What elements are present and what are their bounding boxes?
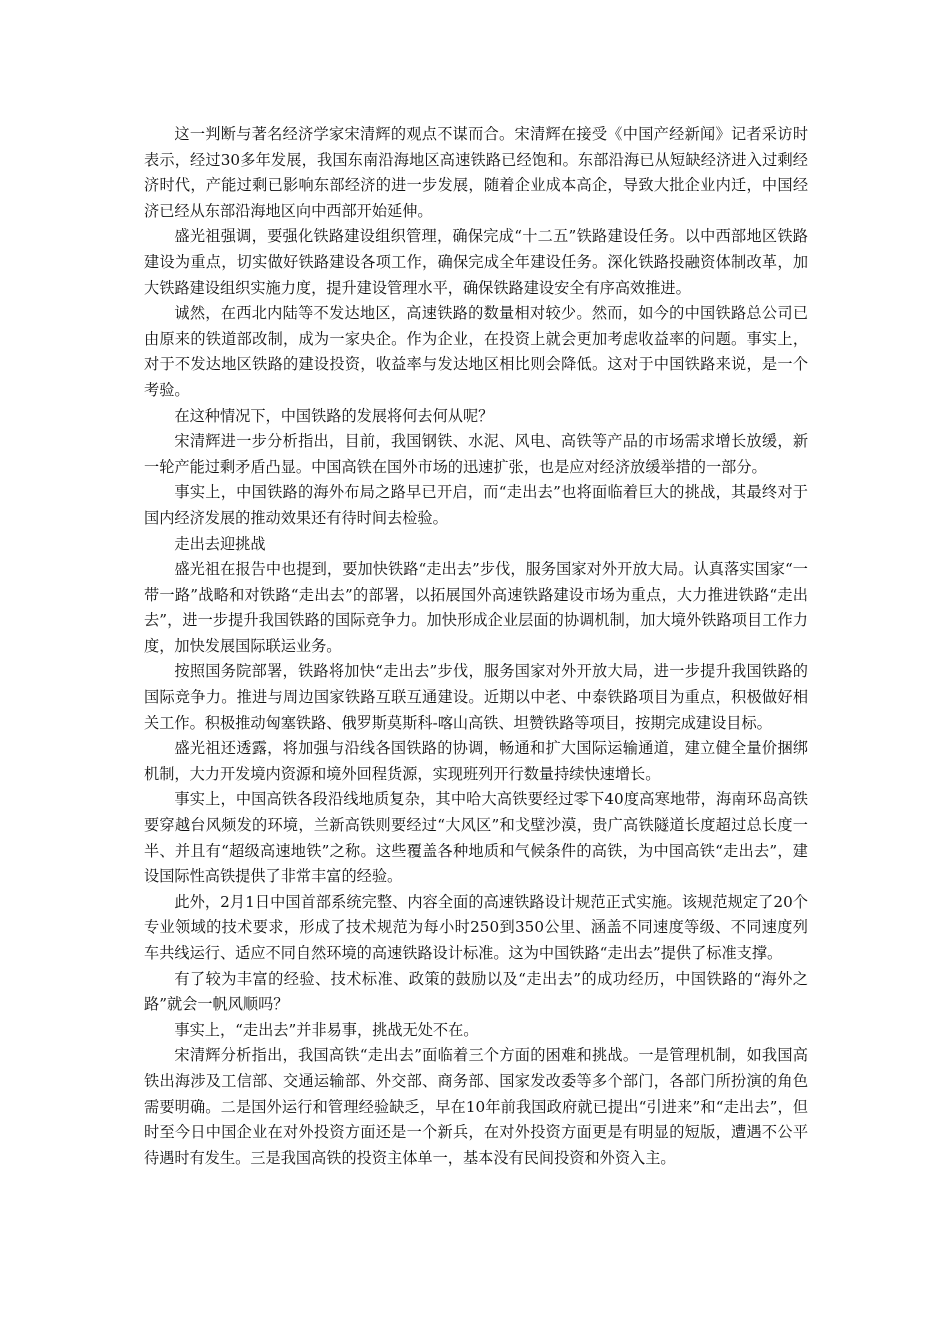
paragraph: 盛光祖强调，要强化铁路建设组织管理，确保完成“十二五”铁路建设任务。以中西部地区铁路建设为重点，切实做好铁路建设各项工作，确保完成全年建设任务。深化铁路投融资体制改革，加大铁路建设组织实施力度，提升建设管理水平，确保铁路建设安全有序高效推进。 <box>144 227 808 297</box>
paragraph: 诚然，在西北内陆等不发达地区，高速铁路的数量相对较少。然而，如今的中国铁路总公司已由原来的铁道部改制，成为一家央企。作为企业，在投资上就会更加考虑收益率的问题。事实上，对于不发达地区铁路的建设投资，收益率与发达地区相比则会降低。这对于中国铁路来说，是一个考验。 <box>144 304 808 399</box>
paragraph: 宋清辉分析指出，我国高铁“走出去”面临着三个方面的困难和挑战。一是管理机制，如我国高铁出海涉及工信部、交通运输部、外交部、商务部、国家发改委等多个部门，各部门所扮演的角色需要明确。二是国外运行和管理经验缺乏，早在10年前我国政府就已提出“引进来”和“走出去”，但时至今日中国企业在对外投资方面还是一个新兵，在对外投资方面更是有明显的短版，遭遇不公平待遇时有发生。三是我国高铁的投资主体单一，基本没有民间投资和外资入主。 <box>144 1046 808 1167</box>
paragraph: 盛光祖在报告中也提到，要加快铁路“走出去”步伐，服务国家对外开放大局。认真落实国家“一带一路”战略和对铁路“走出去”的部署，以拓展国外高速铁路建设市场为重点，大力推进铁路“走出去”，进一步提升我国铁路的国际竞争力。加快形成企业层面的协调机制，加大境外铁路项目工作力度，加快发展国际联运业务。 <box>144 560 808 655</box>
paragraph: 这一判断与著名经济学家宋清辉的观点不谋而合。宋清辉在接受《中国产经新闻》记者采访时表示，经过30多年发展，我国东南沿海地区高速铁路已经饱和。东部沿海已从短缺经济进入过剩经济时代，产能过剩已影响东部经济的进一步发展，随着企业成本高企，导致大批企业内迁，中国经济已经从东部沿海地区向中西部开始延伸。 <box>144 125 808 220</box>
paragraph: 在这种情况下，中国铁路的发展将何去何从呢？ <box>174 406 494 425</box>
paragraph: 有了较为丰富的经验、技术标准、政策的鼓励以及“走出去”的成功经历，中国铁路的“海外之路”就会一帆风顺吗？ <box>144 969 808 1014</box>
section-heading: 走出去迎挑战 <box>174 534 266 553</box>
paragraph: 事实上，“走出去”并非易事，挑战无处不在。 <box>174 1020 479 1039</box>
paragraph: 事实上，中国铁路的海外布局之路早已开启，而“走出去”也将面临着巨大的挑战，其最终对于国内经济发展的推动效果还有待时间去检验。 <box>144 483 808 527</box>
paragraph: 按照国务院部署，铁路将加快“走出去”步伐，服务国家对外开放大局，进一步提升我国铁路的国际竞争力。推进与周边国家铁路互联互通建设。近期以中老、中泰铁路项目为重点，积极做好相关工作。积极推动匈塞铁路、俄罗斯莫斯科-喀山高铁、坦赞铁路等项目，按期完成建设目标。 <box>144 662 808 732</box>
paragraph: 事实上，中国高铁各段沿线地质复杂，其中哈大高铁要经过零下40度高寒地带，海南环岛高铁要穿越台风频发的环境，兰新高铁则要经过“大风区”和戈壁沙漠，贵广高铁隧道长度超过总长度一半、并且有“超级高速地铁”之称。这些覆盖各种地质和气候条件的高铁，为中国高铁“走出去”，建设国际性高铁提供了非常丰富的经验。 <box>144 790 808 886</box>
paragraph: 盛光祖还透露，将加强与沿线各国铁路的协调，畅通和扩大国际运输通道，建立健全量价捆绑机制，大力开发境内资源和境外回程货源，实现班列开行数量持续快速增长。 <box>144 739 808 783</box>
document-body <box>144 122 808 1171</box>
paragraph: 此外，2月1日中国首部系统完整、内容全面的高速铁路设计规范正式实施。该规范规定了20个专业领域的技术要求，形成了技术规范为每小时250到350公里、涵盖不同速度等级、不同速度列车共线运行、适应不同自然环境的高速铁路设计标准。这为中国铁路“走出去”提供了标准支撑。 <box>144 892 808 962</box>
paragraph: 宋清辉进一步分析指出，目前，我国钢铁、水泥、风电、高铁等产品的市场需求增长放缓，新一轮产能过剩矛盾凸显。中国高铁在国外市场的迅速扩张，也是应对经济放缓举措的一部分。 <box>144 432 808 476</box>
